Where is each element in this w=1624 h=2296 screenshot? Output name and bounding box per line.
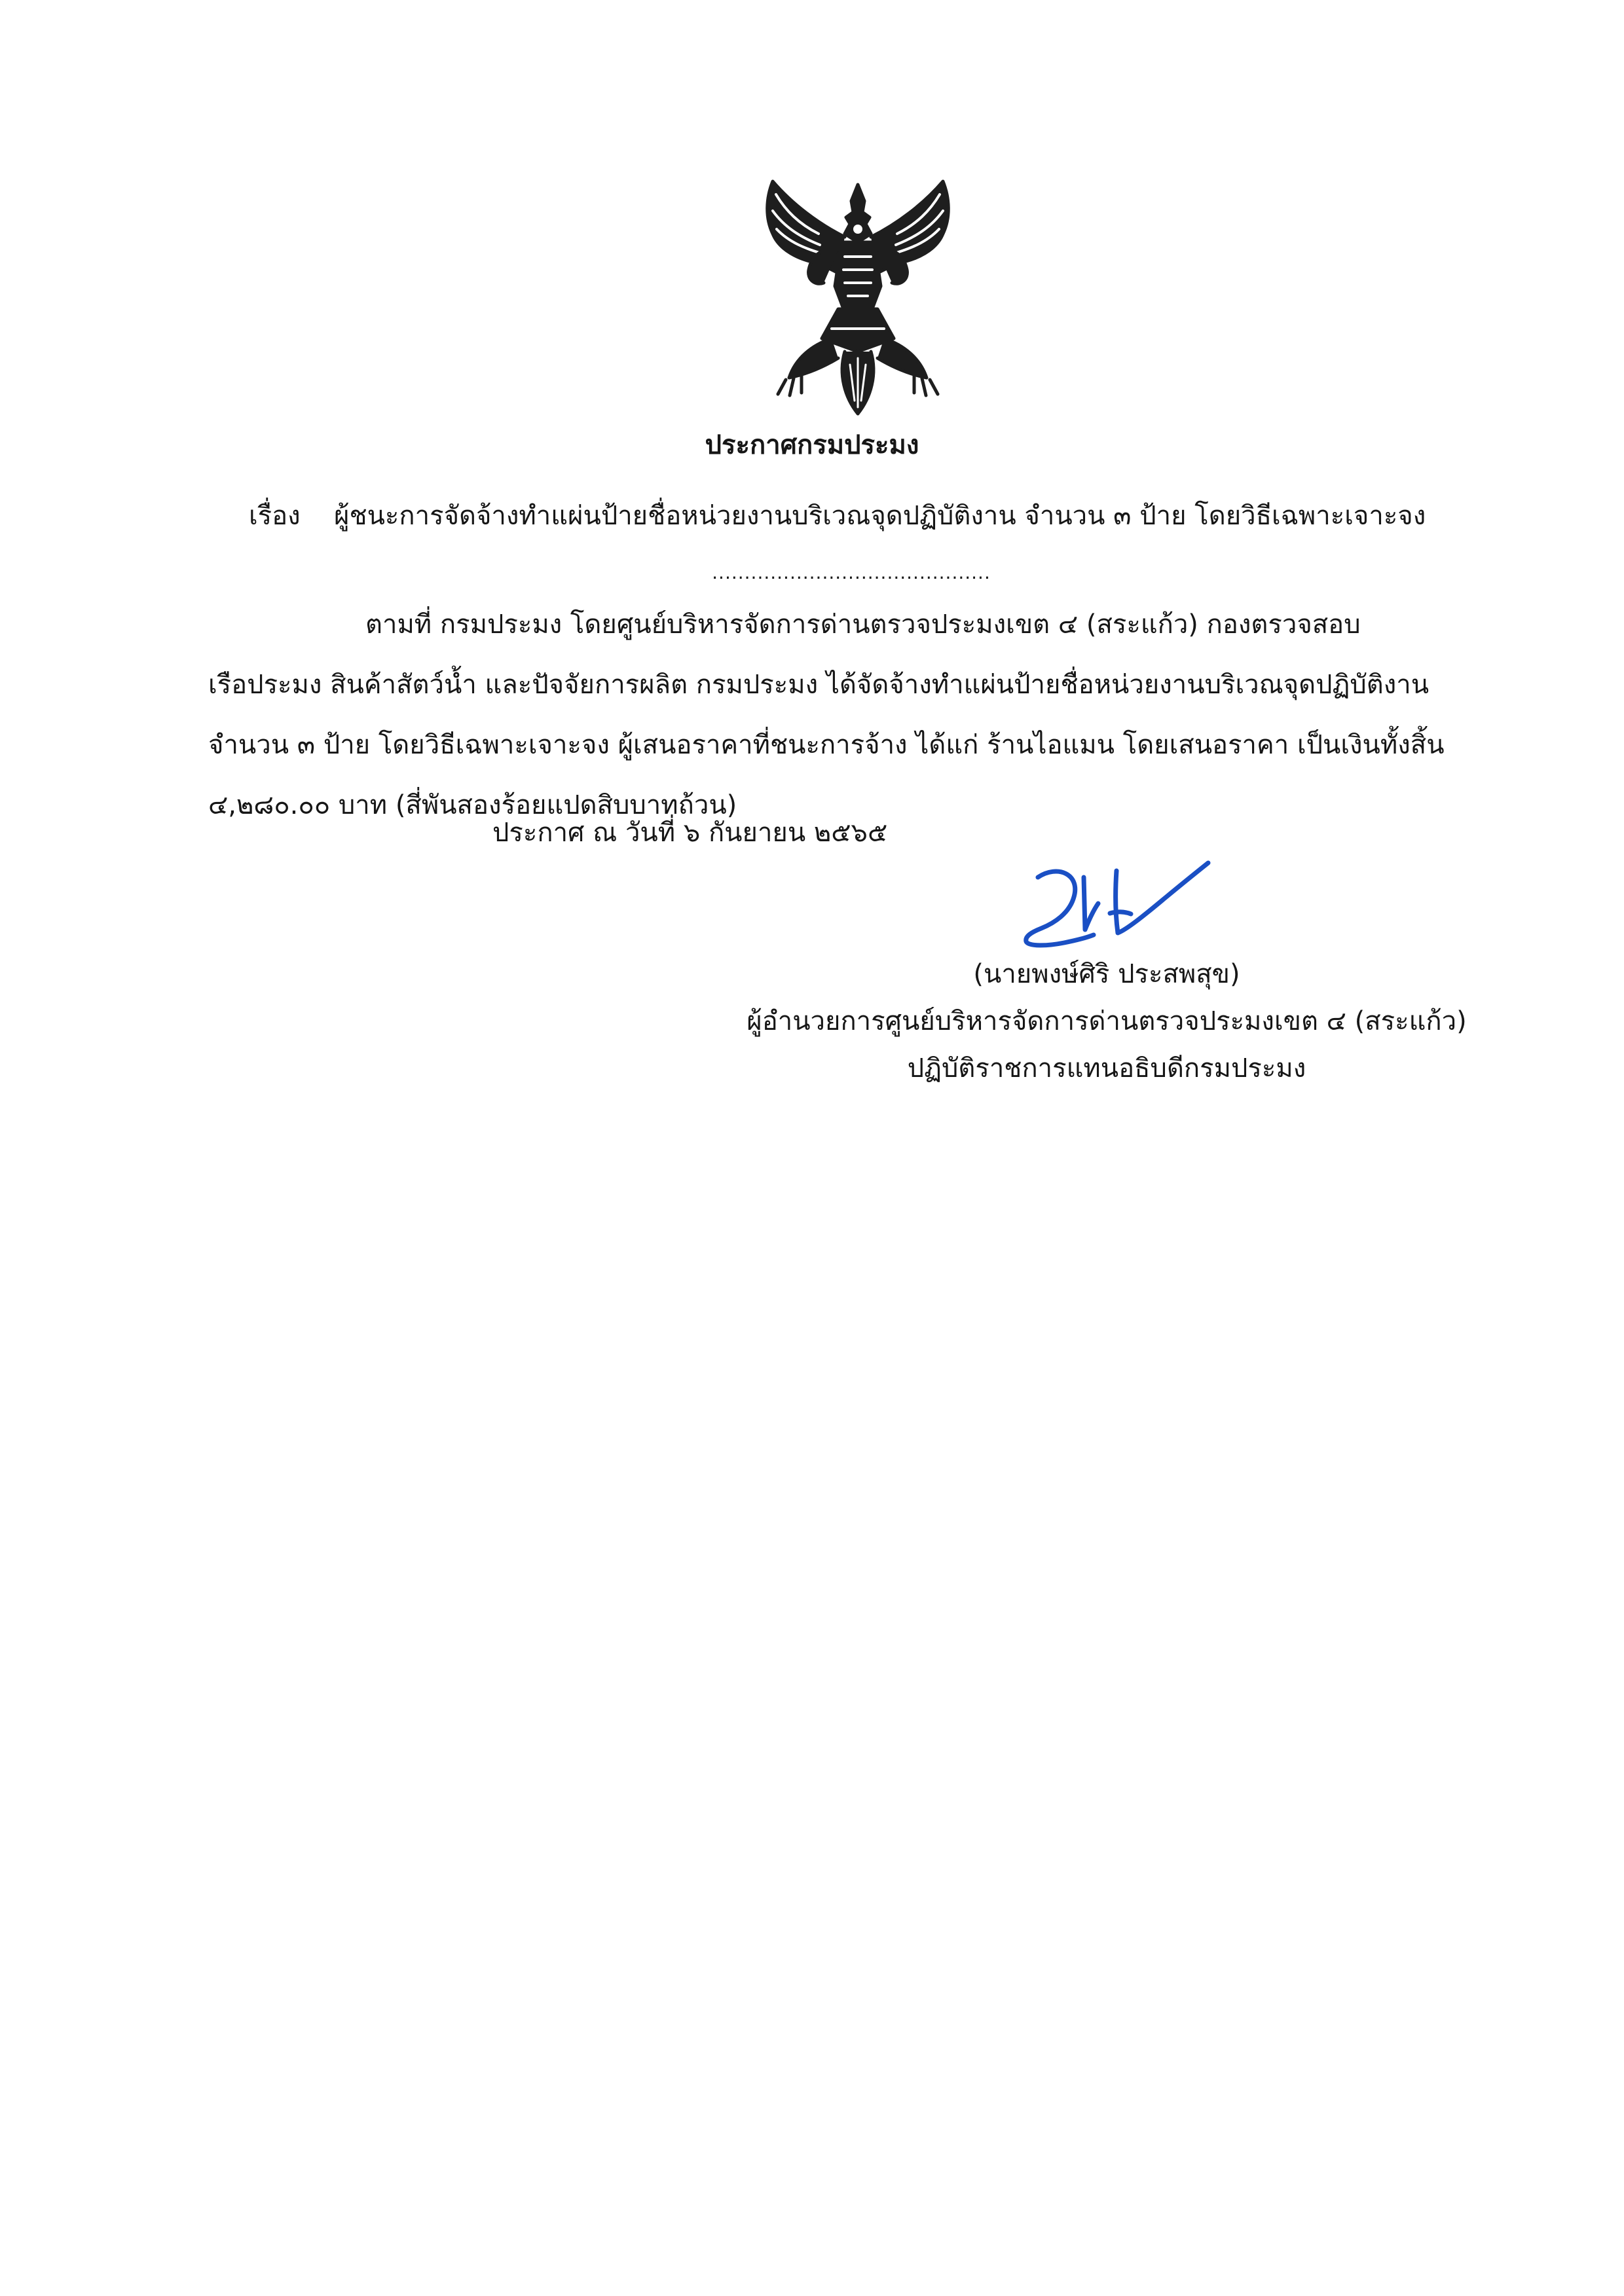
subject-text: ผู้ชนะการจัดจ้างทำแผ่นป้ายชื่อหน่วยงานบริเวณจุดปฏิบัติงาน จำนวน ๓ ป้าย โดยวิธีเฉพาะเจาะจง [334, 501, 1426, 531]
subject-line [249, 496, 1426, 536]
body-line: เรือประมง สินค้าสัตว์น้ำ และปัจจัยการผลิต กรมประมง ได้จัดจ้างทำแผ่นป้ายชื่อหน่วยงานบริเวณจุดปฏิบัติงาน [208, 670, 1430, 700]
body-line: ตามที่ กรมประมง โดยศูนย์บริหารจัดการด่านตรวจประมงเขต ๔ (สระแก้ว) กองตรวจสอบ [365, 610, 1361, 640]
announcement-date: ประกาศ ณ วันที่ ๖ กันยายน ๒๕๖๕ [492, 818, 888, 848]
announcement-body [208, 594, 1492, 835]
body-line: จำนวน ๓ ป้าย โดยวิธีเฉพาะเจาะจง ผู้เสนอราคาที่ชนะการจ้าง ได้แก่ ร้านไอแมน โดยเสนอราคา เป็นเงินทั้งสิ้น [208, 730, 1445, 760]
page-title: ประกาศกรมประมง [705, 430, 919, 460]
signatory-block [694, 951, 1519, 1092]
subject-label: เรื่อง [249, 501, 301, 531]
handwritten-signature-icon [1012, 851, 1221, 956]
dotted-separator: ........................................... [712, 563, 991, 583]
signatory-position: ผู้อำนวยการศูนย์บริหารจัดการด่านตรวจประมงเขต ๔ (สระแก้ว) [747, 1006, 1467, 1036]
signatory-acting: ปฏิบัติราชการแทนอธิบดีกรมประมง [907, 1053, 1306, 1084]
garuda-emblem-icon [747, 172, 969, 420]
body-line: ๔,๒๘๐.๐๐ บาท (สี่พันสองร้อยแปดสิบบาทถ้วน) [208, 790, 737, 820]
signatory-name: (นายพงษ์ศิริ ประสพสุข) [973, 959, 1240, 989]
